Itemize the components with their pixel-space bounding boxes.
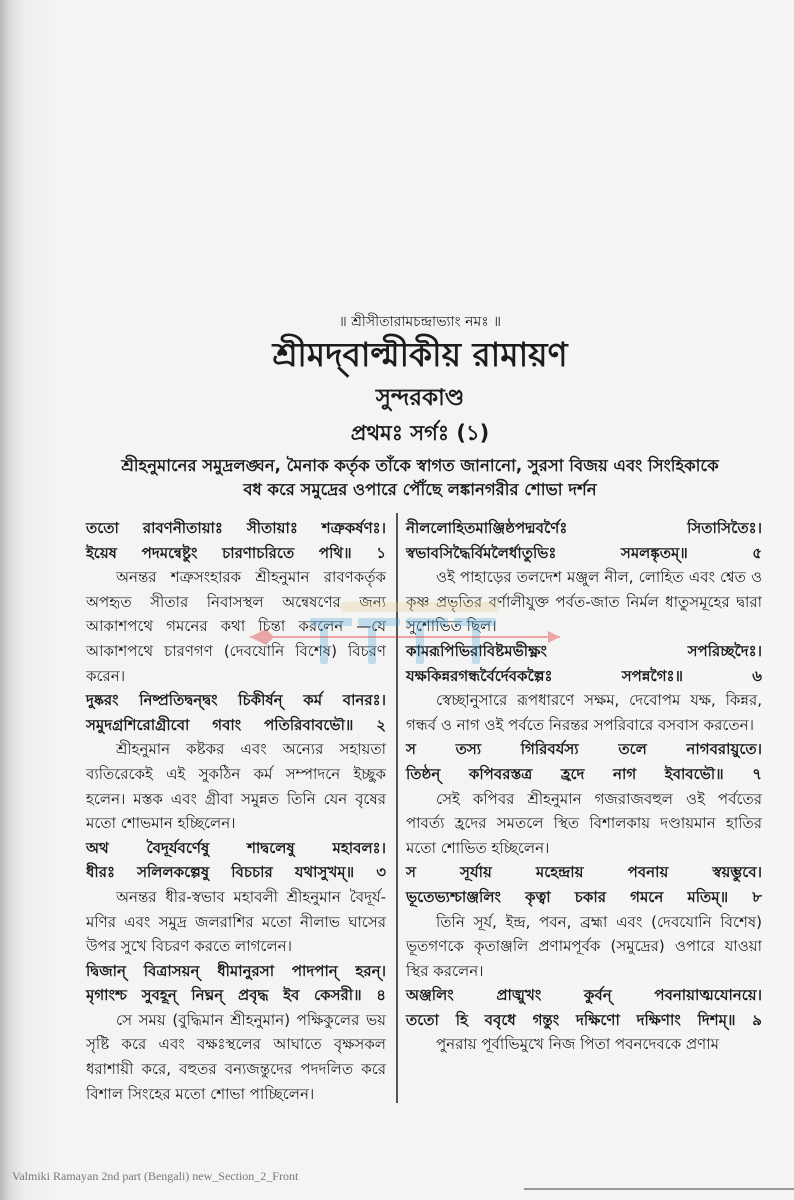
chapter-summary [60, 454, 780, 502]
footer-rule [524, 1188, 794, 1190]
summary-line: শ্রীহনুমানের সমুদ্রলঙ্ঘন, মৈনাক কর্তৃক তাঁকে স্বাগত জানানো, সুরসা বিজয় এবং সিংহিকাকে [121, 456, 719, 475]
translation-paragraph: তিনি সূর্য, ইন্দ্র, পবন, ব্রহ্মা এবং (দেবযোনি বিশেষ) ভূতগণকে কৃতাঞ্জলি প্রণামপূর্বক (সমুদ্রের) ওপারে যাওয়া স্থির করলেন। [406, 912, 762, 980]
translation-paragraph: শ্রীহনুমান কষ্টকর এবং অন্যের সহায়তা ব্যতিরেকেই এই সুকঠিন কর্ম সম্পাদনে ইচ্ছুক হলেন। মস্তক এবং গ্রীবা সমুন্নত তিনি যেন বৃষের মতো শোভমান হচ্ছিলেন। [86, 740, 386, 833]
translation-paragraph: অনন্তর শত্রুসংহারক শ্রীহনুমান রাবণকর্তৃক অপহৃত সীতার নিবাসস্থল অন্বেষণের জন্য আকাশপথে গমনের কথা চিন্তা করলেন —যে আকাশপথে চারণগণ (দেবযোনি বিশেষ) বিচরণ করেন। [86, 568, 386, 685]
kanda-title: সুন্দরকাণ্ড [375, 385, 465, 411]
translation-paragraph: সে সময় (বুদ্ধিমান শ্রীহনুমান) পক্ষিকুলের ভয় সৃষ্টি করে এবং বক্ষঃস্থলের আঘাতে বৃক্ষসকল ধরাশায়ী করে, বহুতর বন্যজন্তুদের পদদলিত করে বিশাল সিংহের মতো শোভা পাচ্ছিলেন। [86, 1010, 386, 1103]
verse-line: যক্ষকিন্নরগন্ধর্বৈর্দেবকল্পৈঃ সপন্নগৈঃ॥ ৬ [406, 666, 762, 685]
verse-line: দুষ্করং নিষ্প্রতিদ্বন্দ্বং চিকীর্ষন্ কর্ম বানরঃ। [86, 691, 386, 710]
translation-paragraph: ওই পাহাড়ের তলদেশ মঞ্জুল নীল, লোহিত এবং শ্বেত ও কৃষ্ণ প্রভৃতির বর্ণালীযুক্ত পর্বত-জাত নির্মল ধাতুসমূহের দ্বারা সুশোভিত ছিল। [406, 568, 762, 636]
verse-line: নীললোহিতমাঞ্জিষ্ঠপদ্মবর্ণৈঃ সিতাসিতৈঃ। [406, 519, 762, 537]
translation-paragraph: সেই কপিবর শ্রীহনুমান গজরাজবহুল ওই পর্বতের পাবর্ত্য হ্রদের সমতলে স্থিত বিশালকায় দণ্ডায়মান হাতির মতো শোভিত হচ্ছিলেন। [406, 789, 762, 857]
verse-line: কামরূপিভিরাবিষ্টমভীক্ষ্ণং সপরিচ্ছদৈঃ। [406, 641, 762, 660]
book-title: শ্রীমদ্‌বাল্মীকীয় রামায়ণ [272, 335, 568, 374]
verse-line: ইয়েষ পদমন্বেষ্টুং চারণাচরিতে পথি॥ ১ [86, 543, 386, 562]
verse-line: স তস্য গিরিবর্যস্য তলে নাগবরায়ুতে। [406, 740, 762, 759]
invocation: ॥ শ্রীসীতারামচন্দ্রাভ্যাং নমঃ ॥ [338, 314, 502, 330]
verse-line: অথ বৈদূর্যবর্ণেষু শাদ্বলেষু মহাবলঃ। [86, 838, 386, 857]
verse-line: ধীরঃ সলিলকল্পেষু বিচচার যথাসুখম্॥ ৩ [86, 863, 386, 882]
verse-line: তিষ্ঠন্ কপিবরস্তত্র হ্রদে নাগ ইবাবভৌ॥ ৭ [406, 764, 762, 783]
left-column [86, 516, 386, 1106]
verse-line: মৃগাংশ্চ সুবহূন্ নিঘ্নন্ প্রবৃদ্ধ ইব কেসরী॥ ৪ [86, 986, 386, 1005]
column-divider [396, 513, 398, 1103]
sarga-heading: প্রথমঃ সর্গঃ (১) [350, 421, 490, 445]
translation-paragraph: অনন্তর ধীর-স্বভাব মহাবলী শ্রীহনুমান বৈদূর্য-মণির এবং সমুদ্র জলরাশির মতো নীলাভ ঘাসের উপর সুখে বিচরণ করতে লাগলেন। [86, 887, 386, 956]
summary-line: বধ করে সমুদ্রের ওপারে পৌঁছে লঙ্কানগরীর শোভা দর্শন [243, 480, 597, 499]
verse-line: ভূতেভ্যশ্চাঞ্জলিং কৃত্বা চকার গমনে মতিম্॥ ৮ [406, 887, 762, 906]
verse-line: ততো রাবণনীতায়াঃ সীতায়াঃ শত্রুকর্ষণঃ। [86, 519, 386, 537]
verse-line: ততো হি ববৃধে গন্তুং দক্ষিণো দক্ষিণাং দিশম্॥ ৯ [406, 1010, 762, 1029]
verse-line: স সূর্যায় মহেন্দ্রায় পবনায় স্বয়ম্ভুবে। [406, 863, 762, 882]
print-footer: Valmiki Ramayan 2nd part (Bengali) new_Section_2_Front [12, 1169, 299, 1183]
verse-line: দ্বিজান্ বিত্রাসয়ন্ ধীমানুরসা পাদপান্ হরন্। [86, 961, 386, 980]
verse-line: সমুদগ্রশিরোগ্রীবো গবাং পতিরিবাবভৌ॥ ২ [86, 715, 386, 734]
translation-paragraph: স্বেচ্ছানুসারে রূপধারণে সক্ষম, দেবোপম যক্ষ, কিন্নর, গন্ধর্ব ও নাগ ওই পর্বতে নিরন্তর সপরিবারে বসবাস করতেন। [406, 691, 762, 734]
verse-line: স্বভাবসিদ্ধৈর্বিমলৈর্ধাতুভিঃ সমলঙ্কৃতম্॥ ৫ [406, 543, 762, 562]
right-column [406, 516, 762, 1057]
translation-paragraph: পুনরায় পূর্বাভিমুখে নিজ পিতা পবনদেবকে প্রণাম [436, 1035, 719, 1054]
verse-line: অঞ্জলিং প্রাঙ্মুখং কুর্বন্ পবনায়াত্মযোনয়ে। [406, 986, 762, 1005]
